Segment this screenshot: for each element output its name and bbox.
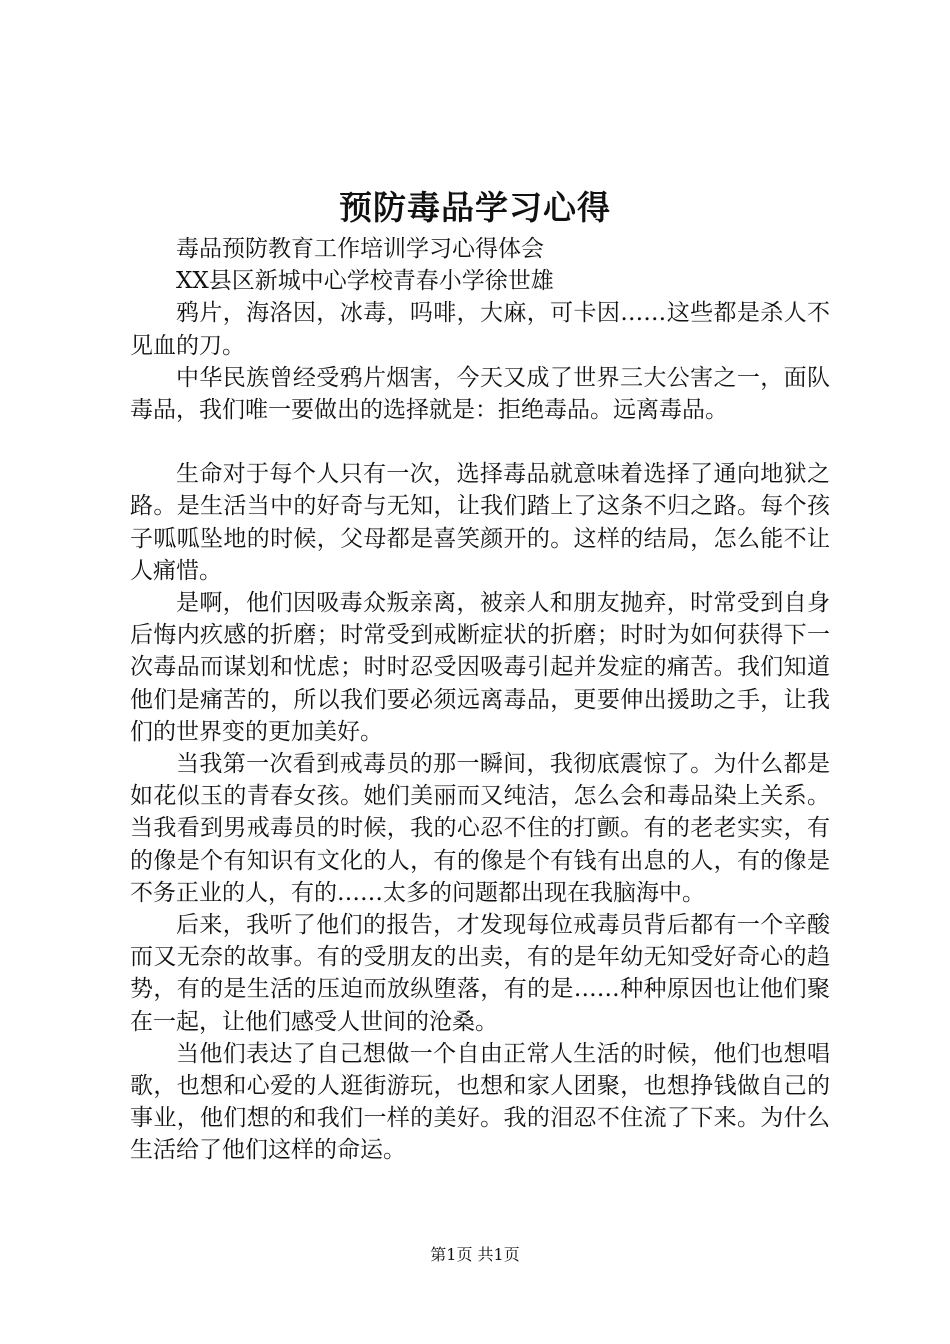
paragraph-spacer <box>130 426 830 458</box>
body-paragraph-1: 鸦片，海洛因，冰毒，吗啡，大麻，可卡因……这些都是杀人不见血的刀。 <box>130 300 830 359</box>
body-paragraph-5: 当我第一次看到戒毒员的那一瞬间，我彻底震惊了。为什么都是如花似玉的青春女孩。她们美丽而又纯洁，怎么会和毒品染上关系。当我看到男戒毒员的时候，我的心忍不住的打颤。有的老老实实，有的像是个有知识有文化的人，有的像是个有钱有出息的人，有的像是不务正业的人，有的……太多的问题都出现在我脑海中。 <box>130 751 830 906</box>
subtitle-paragraph: 毒品预防教育工作培训学习心得体会 <box>176 236 544 262</box>
document-body <box>130 233 830 1167</box>
body-paragraph-6: 后来，我听了他们的报告，才发现每位戒毒员背后都有一个辛酸而又无奈的故事。有的受朋友的出卖，有的是年幼无知受好奇心的趋势，有的是生活的压迫而放纵堕落，有的是……种种原因也让他们聚在一起，让他们感受人世间的沧桑。 <box>130 912 830 1035</box>
body-paragraph-7: 当他们表达了自己想做一个自由正常人生活的时候，他们也想唱歌，也想和心爱的人逛街游玩，也想和家人团聚，也想挣钱做自己的事业，他们想的和我们一样的美好。我的泪忍不住流了下来。为什么生活给了他们这样的命运。 <box>130 1040 830 1164</box>
page-footer: 第1页 共1页 <box>430 1245 520 1264</box>
body-paragraph-2: 中华民族曾经受鸦片烟害，今天又成了世界三大公害之一，面队毒品，我们唯一要做出的选择就是：拒绝毒品。远离毒品。 <box>130 364 830 424</box>
document-title: 预防毒品学习心得 <box>339 188 611 227</box>
body-paragraph-3: 生命对于每个人只有一次，选择毒品就意味着选择了通向地狱之路。是生活当中的好奇与无知，让我们踏上了这条不归之路。每个孩子呱呱坠地的时候，父母都是喜笑颜开的。这样的结局，怎么能不让人痛惜。 <box>130 461 830 584</box>
author-paragraph: XX县区新城中心学校青春小学徐世雄 <box>176 268 554 295</box>
body-paragraph-4: 是啊，他们因吸毒众叛亲离，被亲人和朋友抛弃，时常受到自身后悔内疚感的折磨；时常受到戒断症状的折磨；时时为如何获得下一次毒品而谋划和忧虑；时时忍受因吸毒引起并发症的痛苦。我们知道他们是痛苦的，所以我们要必须远离毒品，更要伸出援助之手，让我们的世界变的更加美好。 <box>130 590 830 745</box>
